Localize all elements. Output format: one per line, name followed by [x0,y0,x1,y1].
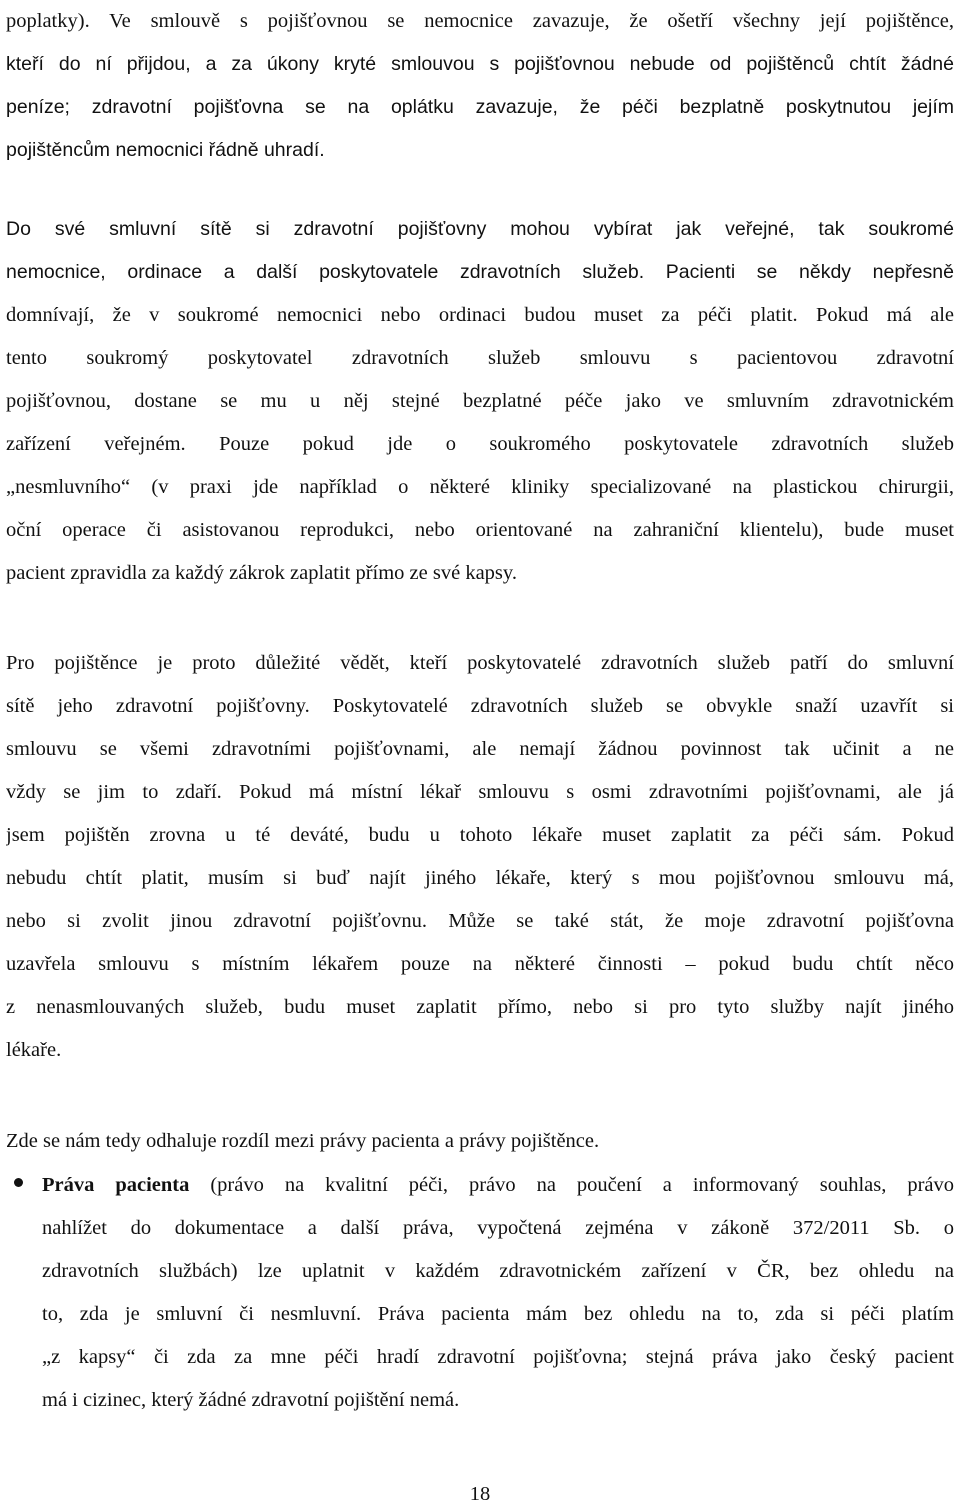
page-number: 18 [469,1483,491,1505]
paragraph-contract-obligations [6,0,954,172]
text-line: „z kapsy“ či zda za mne péči hradí zdravotní pojišťovna; stejná práva jako český pacient [42,1346,954,1368]
paragraph-network-importance [6,642,954,1072]
text-line: pojištěncům nemocnici řádně uhradí. [6,139,325,161]
text-line: „nesmluvního“ (v praxi jde například o některé kliniky specializované na plastickou chirurgii, [6,476,954,498]
text-line: nebo si zvolit jinou zdravotní pojišťovnu. Může se také stát, že moje zdravotní pojišťovna [6,910,954,932]
paragraph-contract-network [6,208,954,595]
paragraph-rights-intro [6,1120,954,1163]
text-line: má i cizinec, který žádné zdravotní pojištění nemá. [42,1389,460,1411]
text-line: tento soukromý poskytovatel zdravotních služeb smlouvu s pacientovou zdravotní [6,347,954,369]
text-line: smlouvu se všemi zdravotními pojišťovnami, ale nemají žádnou povinnost tak učinit a ne [6,738,954,760]
text-line: to, zda je smluvní či nesmluvní. Práva pacienta mám bez ohledu na to, zda si péči platím [42,1303,954,1325]
text-line: Pro pojištěnce je proto důležité vědět, kteří poskytovatelé zdravotních služeb patří do smluvní [6,652,954,674]
text-line: Zde se nám tedy odhaluje rozdíl mezi právy pacienta a právy pojištěnce. [6,1130,600,1152]
text-line: uzavřela smlouvu s místním lékařem pouze na některé činnosti – pokud budu chtít něco [6,953,954,975]
text-line: Do své smluvní sítě si zdravotní pojišťovny mohou vybírat jak veřejné, tak soukromé [6,218,954,240]
text-line: kteří do ní přijdou, a za úkony kryté smlouvou s pojišťovnou nebude od pojištěnců chtít žádné [6,53,954,75]
text-line: zařízení veřejném. Pouze pokud jde o soukromého poskytovatele zdravotních služeb [6,433,954,455]
text-line: zdravotních službách) lze uplatnit v každém zdravotnickém zařízení v ČR, bez ohledu na [42,1260,954,1282]
text-line: poplatky). Ve smlouvě s pojišťovnou se nemocnice zavazuje, že ošetří všechny její pojištěnce, [6,10,954,32]
text-line: pacient zpravidla za každý zákrok zaplatit přímo ze své kapsy. [6,562,517,584]
text-line: domnívají, že v soukromé nemocnici nebo ordinaci budou muset za péči platit. Pokud má ale [6,304,954,326]
bullet-text [42,1164,954,1422]
text-line: sítě jeho zdravotní pojišťovny. Poskytovatelé zdravotních služeb se obvykle snaží uzavřít si [6,695,954,717]
text-line: nahlížet do dokumentace a další práva, vypočtená zejména v zákoně 372/2011 Sb. o [42,1217,954,1239]
bold-term: Práva pacienta [42,1174,190,1196]
text-line: jsem pojištěn zrovna u té deváté, budu u tohoto lékaře muset zaplatit za péči sám. Pokud [6,824,954,846]
text-line: nebudu chtít platit, musím si buď najít jiného lékaře, který s mou pojišťovnou smlouvu má, [6,867,954,889]
text-line: lékaře. [6,1039,62,1061]
text-line: peníze; zdravotní pojišťovna se na oplátku zavazuje, že péči bezplatně poskytnutou jejím [6,96,954,118]
text-line: vždy se jim to zdaří. Pokud má místní lékař smlouvu s osmi zdravotními pojišťovnami, ale já [6,781,954,803]
text-line: oční operace či asistovanou reprodukci, nebo orientované na zahraniční klientelu), bude muset [6,519,954,541]
text-line: nemocnice, ordinace a další poskytovatele zdravotních služeb. Pacienti se někdy nepřesně [6,261,954,283]
bullet-icon [14,1178,23,1187]
text-fragment: (právo na kvalitní péči, právo na poučení a informovaný souhlas, právo [189,1174,954,1196]
text-line: pojišťovnou, dostane se mu u něj stejné bezplatné péče jako ve smluvním zdravotnickém [6,390,954,412]
text-line: z nenasmlouvaných služeb, budu muset zaplatit přímo, nebo si pro tyto služby najít jiného [6,996,954,1018]
text-line [42,1164,954,1207]
